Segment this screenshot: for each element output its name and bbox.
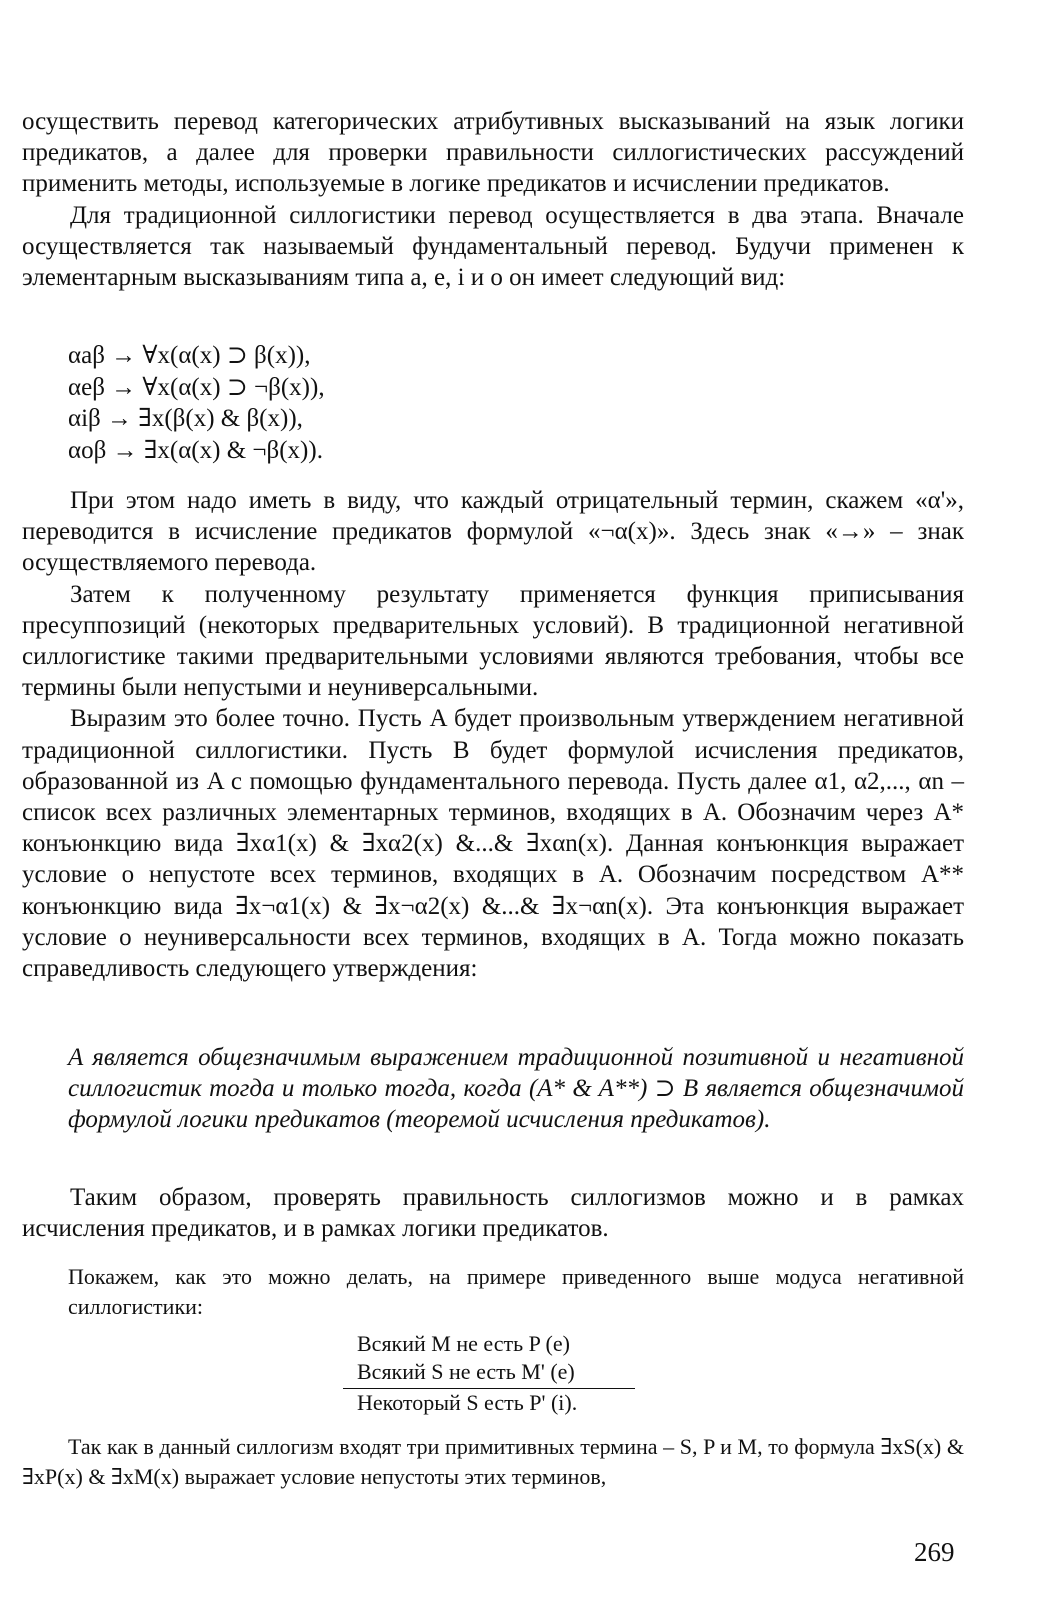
paragraph-terms: Так как в данный силлогизм входят три примитивных термина – S, P и M, то формула ∃xS(x) & ∃xP(x) & ∃xM(x) выражает условие непустоты этих терминов, (22, 1434, 964, 1489)
paragraph-continuation: осуществить перевод категорических атрибутивных высказываний на язык логики предикатов, а далее для проверки правильности силлогистических рассуждений применить методы, используемые в логике предикатов и исчислении предикатов. (22, 108, 964, 198)
formula-i: αiβ → ∃x(β(x) & β(x)), (68, 405, 303, 432)
syllogism-conclusion: Некоторый S есть P' (i). (343, 1388, 635, 1417)
text-block-3 (22, 1182, 964, 1244)
page-number: 269 (914, 1537, 955, 1567)
paragraph-presuppositions: Затем к полученному результату применяется функция приписывания пресуппозиций (некоторых предварительных условий). В традиционной негативной силлогистике такими предварительными условиями являются требования, чтобы все термины были непустыми и неуниверсальными. (22, 580, 964, 702)
paragraph-formal-statement: Выразим это более точно. Пусть A будет произвольным утверждением негативной традиционной силлогистики. Пусть B будет формулой исчисления предикатов, образованной из A с помощью фундаментального перевода. Пусть далее α1, α2,..., αn – список всех различных элементарных терминов, входящих в A. Обозначим через A* конъюнкцию вида ∃xα1(x) & ∃xα2(x) &...& ∃xαn(x). Данная конъюнкция выражает условие о непустоте всех терминов, входящих в A. Обозначим посредством A** конъюнкцию вида ∃x¬α1(x) & ∃x¬α2(x) &...& ∃x¬αn(x). Эта конъюнкция выражает условие о неуниверсальности всех терминов, входящих в A. Тогда можно показать справедливость следующего утверждения: (22, 705, 964, 983)
paragraph-fundamental-translation: Для традиционной силлогистики перевод осуществляется в два этапа. Вначале осуществляется так называемый фундаментальный перевод. Будучи применен к элементарным высказываниям типа a, e, i и o он имеет следующий вид: (22, 201, 964, 292)
formula-e: αeβ → ∀x(α(x) ⊃ ¬β(x)), (68, 373, 325, 401)
paragraph-conclusion: Таким образом, проверять правильность силлогизмов можно и в рамках исчисления предикатов, и в рамках логики предикатов. (22, 1184, 964, 1243)
text-block-2 (22, 485, 964, 984)
syllogism-premise-1: Всякий M не есть P (e) (357, 1331, 570, 1356)
paragraph-negative-terms: При этом надо иметь в виду, что каждый отрицательный термин, скажем «α'», переводится в исчисление предикатов формулой «¬α(x)». Здесь знак «→» – знак осуществляемого перевода. (22, 487, 964, 577)
syllogism-scheme (343, 1330, 635, 1417)
paragraph-example-intro: Покажем, как это можно делать, на примере приведенного выше модуса негативной силлогистики: (68, 1264, 964, 1319)
formula-a: αaβ → ∀x(α(x) ⊃ β(x)), (68, 342, 311, 369)
syllogism-premise-2: Всякий S не есть M' (e) (357, 1359, 575, 1384)
formula-o: αoβ → ∃x(α(x) & ¬β(x)). (68, 436, 323, 464)
text-block-1 (22, 106, 964, 293)
translation-formulas (68, 340, 325, 466)
theorem-statement: A является общезначимым выражением традиционной позитивной и негативной силлогистик тогда и только тогда, когда (A* & A**) ⊃ B является общезначимой формулой логики предикатов (теоремой исчисления предикатов). (68, 1044, 964, 1134)
